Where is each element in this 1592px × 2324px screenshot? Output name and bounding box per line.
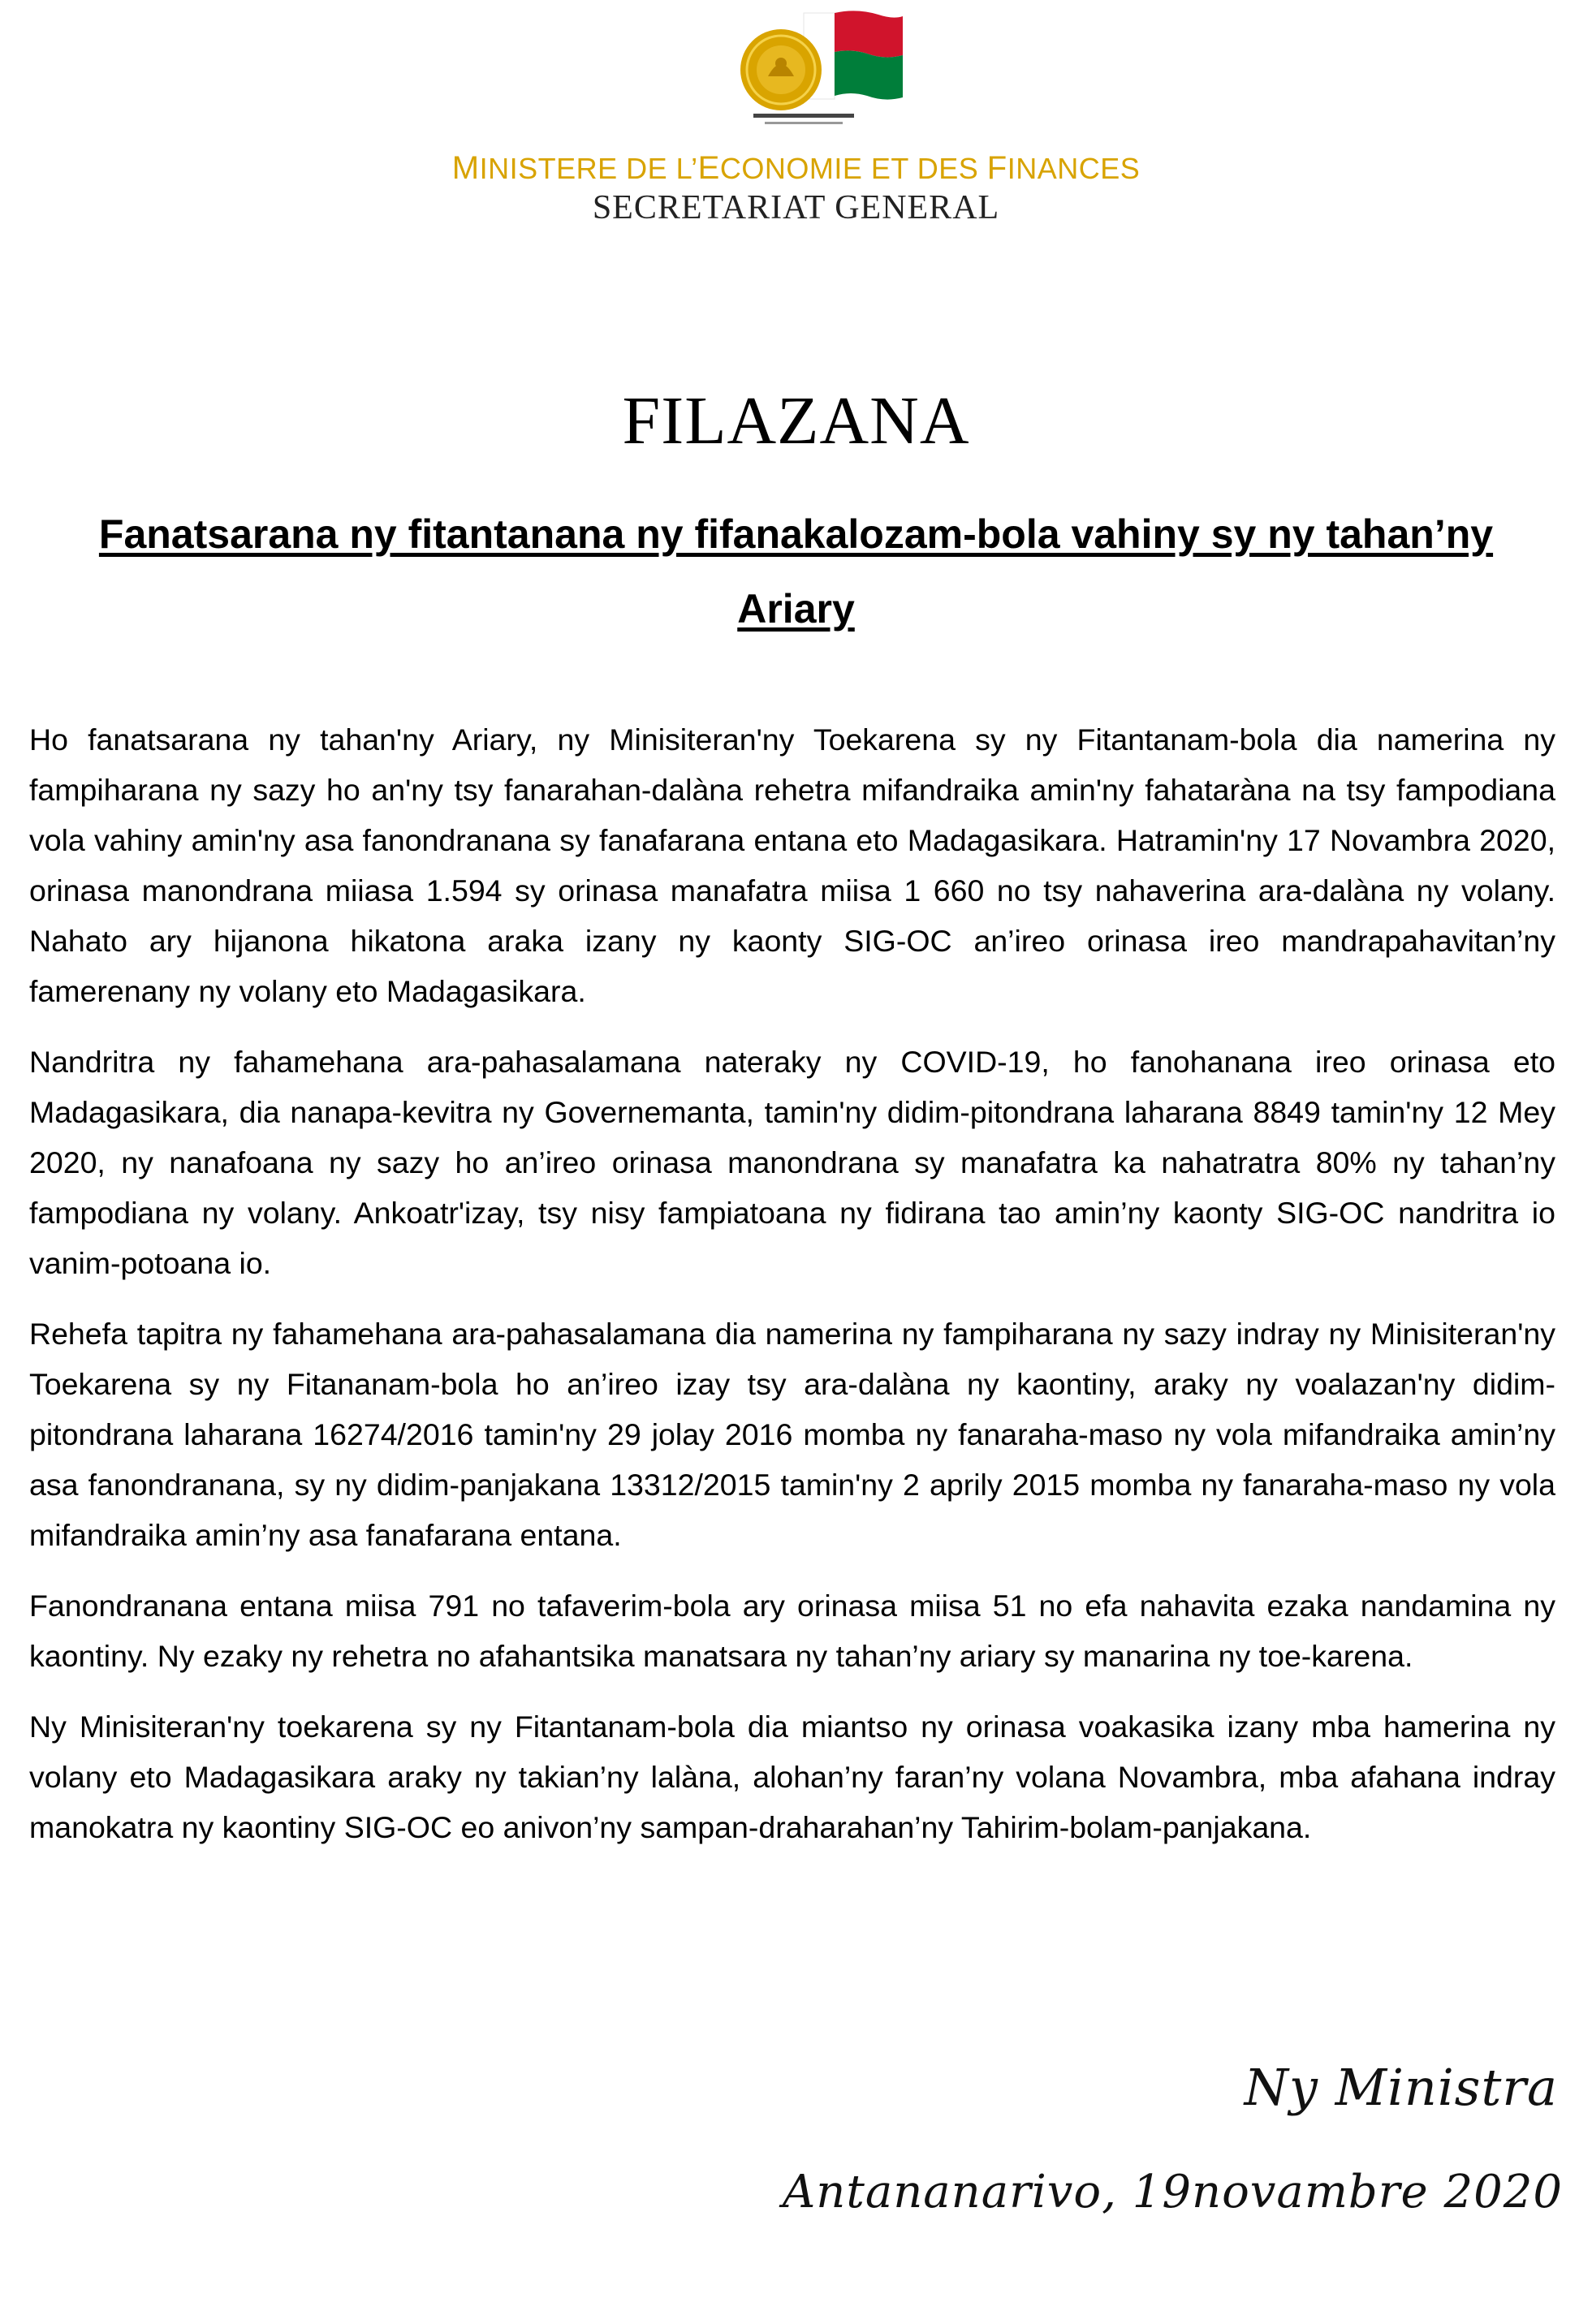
madagascar-emblem-icon	[690, 2, 917, 132]
paragraph-2: Nandritra ny fahamehana ara-pahasalamana nateraky ny COVID-19, ho fanohanana ireo orinasa eto Madagasikara, dia nanapa-kevitra ny Governemanta, tamin'ny didim-pitondrana laharana 8849 tamin'ny 12 Mey 2020, ny nanafoana ny sazy ho an’ireo orinasa manondrana sy manafatra ka nahatratra 80% ny tahan’ny fampodiana ny volany. Ankoatr'izay, tsy nisy fampiatoana ny fidirana tao amin’ny kaonty SIG-OC nandritra io vanim-potoana io.	[29, 1045, 1555, 1280]
signature: Ny Ministra	[1244, 2058, 1558, 2117]
document-title: FILAZANA	[622, 383, 970, 459]
subtitle-line-1: Fanatsarana ny fitantanana ny fifanakalozam-bola vahiny sy ny tahan’ny	[98, 511, 1494, 557]
paragraph-1: Ho fanatsarana ny tahan'ny Ariary, ny Minisiteran'ny Toekarena sy ny Fitantanam-bola dia namerina ny fampiharana ny sazy ho an'ny tsy fanarahan-dalàna rehetra mifandraika amin'ny fahataràna na tsy fampodiana vola vahiny amin'ny asa fanondranana sy fanafarana entana eto Madagasikara. Hatramin'ny 17 Novambra 2020, orinasa manondrana miiasa 1.594 sy orinasa manafatra miisa 1 660 no tsy nahaverina ara-dalàna ny volany. Nahato ary hijanona hikatona araka izany ny kaonty SIG-OC an’ireo orinasa ireo mandrapahavitan’ny famerenany ny volany eto Madagasikara.	[29, 722, 1555, 1008]
ministry-name: MINISTERE DE L’ECONOMIE ET DES FINANCES	[451, 150, 1141, 186]
document-subtitle	[73, 497, 1519, 646]
place-date: Antananarivo, 19novambre 2020	[782, 2166, 1563, 2218]
secretariat-name: SECRETARIAT GENERAL	[592, 189, 1000, 226]
subtitle-line-2: Ariary	[737, 586, 855, 632]
paragraph-3: Rehefa tapitra ny fahamehana ara-pahasalamana dia namerina ny fampiharana ny sazy indray ny Minisiteran'ny Toekarena sy ny Fitananam-bola ho an’ireo izay tsy ara-dalàna ny kaontiny, araky ny voalazan'ny didim-pitondrana laharana 16274/2016 tamin'ny 29 jolay 2016 momba ny fanaraha-maso ny vola mifandraika amin’ny asa fanondranana, sy ny didim-panjakana 13312/2015 tamin'ny 2 aprily 2015 momba ny fanaraha-maso ny vola mifandraika amin’ny asa fanafarana entana.	[29, 1317, 1555, 1552]
paragraph-4: Fanondranana entana miisa 791 no tafaverim-bola ary orinasa miisa 51 no efa nahavita ezaka nandamina ny kaontiny. Ny ezaky ny rehetra no afahantsika manatsara ny tahan’ny ariary sy manarina ny toe-karena.	[29, 1589, 1555, 1673]
paragraph-5: Ny Minisiteran'ny toekarena sy ny Fitantanam-bola dia miantso ny orinasa voakasika izany mba hamerina ny volany eto Madagasikara araky ny takian’ny lalàna, alohan’ny faran’ny volana Novambra, mba afahana indray manokatra ny kaontiny SIG-OC eo anivon’ny sampan-draharahan’ny Tahirim-bolam-panjakana.	[29, 1710, 1555, 1844]
document-body	[29, 714, 1555, 1873]
